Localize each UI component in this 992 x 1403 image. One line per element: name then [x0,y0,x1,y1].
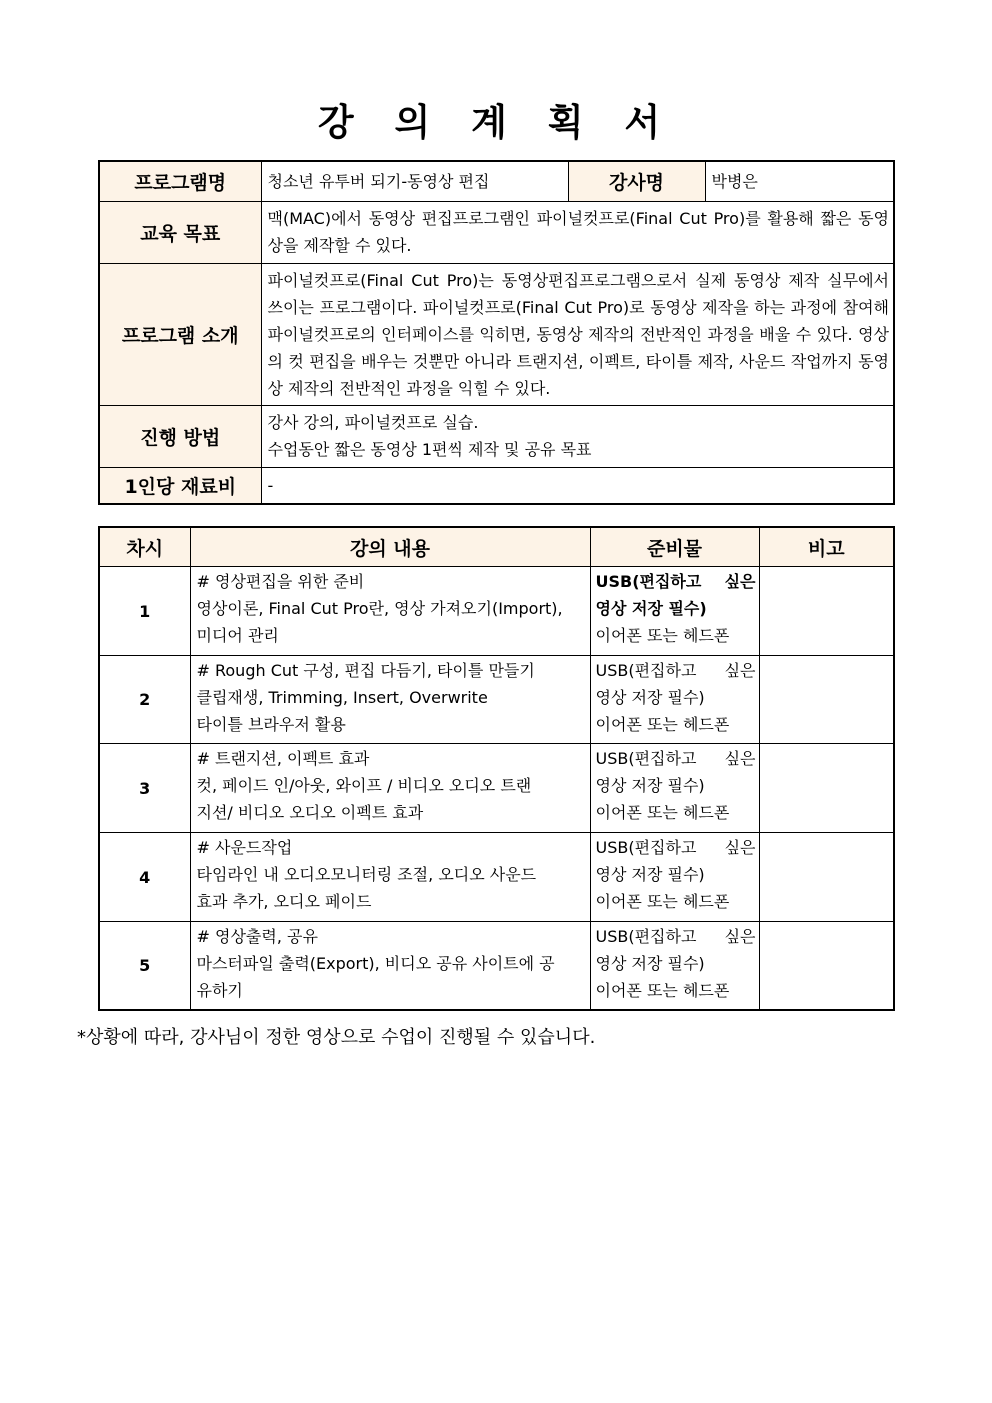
method-line: 강사 강의, 파이널컷프로 실습. [267,413,479,432]
materials-line: 이어폰 또는 헤드폰 [595,715,730,734]
header-content: 강의 내용 [190,527,590,567]
session-note [759,922,894,1010]
session-number: 4 [99,833,190,922]
content-line: 컷, 페이드 인/아웃, 와이프 / 비디오 오디오 트랜 [196,776,532,795]
content-line: 타임라인 내 오디오모니터링 조절, 오디오 사운드 [196,865,537,884]
instructor-value: 박병은 [705,161,894,201]
materials-line: 이어폰 또는 헤드폰 [595,892,730,911]
materials-line: USB(편집하고 [595,661,697,680]
materials-line: USB(편집하고 [595,749,697,768]
header-materials: 준비물 [590,527,759,567]
document-title: 강 의 계 획 서 [317,101,675,144]
session-note [759,656,894,744]
materials-line: 영상 저장 필수) [595,954,705,973]
header-session: 차시 [99,527,190,567]
materials-line: 싶은 [724,749,756,768]
method-label: 진행 방법 [99,405,261,467]
content-line: 타이틀 브라우저 활용 [196,715,346,734]
goal-value: 맥(MAC)에서 동영상 편집프로그램인 파이널컷프로(Final Cut Pro)를 활용해 짧은 동영상을 제작할 수 있다. [261,201,894,263]
content-line: # 영상편집을 위한 준비 [196,572,365,591]
program-info-table [98,160,895,505]
content-line: # 영상출력, 공유 [196,927,318,946]
intro-label: 프로그램 소개 [99,263,261,405]
materials-line: 영상 저장 필수) [595,688,705,707]
materials-line: 영상 저장 필수) [595,865,705,884]
instructor-label: 강사명 [568,161,705,201]
session-number: 3 [99,744,190,833]
content-line: 영상이론, Final Cut Pro란, 영상 가져오기(Import), [196,599,563,618]
materials-line: 이어폰 또는 헤드폰 [595,626,730,645]
content-line: 미디어 관리 [196,626,279,645]
table-row [99,833,894,922]
table-row [99,567,894,656]
session-note [759,744,894,833]
content-line: 지션/ 비디오 오디오 이펙트 효과 [196,803,424,822]
content-line: 클립재생, Trimming, Insert, Overwrite [196,688,488,707]
materials-line: USB(편집하고 [595,927,697,946]
materials-line: 영상 저장 필수) [595,599,707,618]
program-name-label: 프로그램명 [99,161,261,201]
session-materials [590,833,759,922]
session-materials [590,567,759,656]
materials-line: 영상 저장 필수) [595,776,705,795]
session-materials [590,922,759,1010]
content-line: # 트랜지션, 이펙트 효과 [196,749,370,768]
session-note [759,567,894,656]
session-number: 5 [99,922,190,1010]
method-line: 수업동안 짧은 동영상 1편씩 제작 및 공유 목표 [267,440,592,459]
materials-line: 싶은 [724,572,756,591]
table-row [99,656,894,744]
content-line: 마스터파일 출력(Export), 비디오 공유 사이트에 공 [196,954,555,973]
materials-line: 이어폰 또는 헤드폰 [595,981,730,1000]
materials-line: 싶은 [724,838,756,857]
table-row [99,744,894,833]
materials-line: USB(편집하고 [595,838,697,857]
footnote: *상황에 따라, 강사님이 정한 영상으로 수업이 진행될 수 있습니다. [77,1027,596,1048]
session-materials [590,656,759,744]
content-line: 유하기 [196,981,243,1000]
content-line: 효과 추가, 오디오 페이드 [196,892,372,911]
session-content [190,922,590,1010]
session-content [190,833,590,922]
materials-line: 싶은 [724,927,756,946]
materials-line: USB(편집하고 [595,572,702,591]
materials-line: 이어폰 또는 헤드폰 [595,803,730,822]
goal-label: 교육 목표 [99,201,261,263]
content-line: # 사운드작업 [196,838,293,857]
intro-value: 파이널컷프로(Final Cut Pro)는 동영상편집프로그램으로서 실제 동영상 제작 실무에서 쓰이는 프로그램이다. 파이널컷프로(Final Cut Pro)로 동영상 제작을 하는 과정에 참여해 파이널컷프로의 인터페이스를 익히면, 동영상 제작의 전반적인 과정을 배울 수 있다. 영상의 컷 편집을 배우는 것뿐만 아니라 트랜지션, 이펙트, 타이틀 제작, 사운드 작업까지 동영상 제작의 전반적인 과정을 익힐 수 있다. [261,263,894,405]
session-materials [590,744,759,833]
session-content [190,567,590,656]
content-line: # Rough Cut 구성, 편집 다듬기, 타이틀 만들기 [196,661,535,680]
cost-value: - [261,467,894,504]
program-name-value: 청소년 유투버 되기-동영상 편집 [261,161,568,201]
schedule-table [98,526,895,1011]
session-number: 2 [99,656,190,744]
cost-label: 1인당 재료비 [99,467,261,504]
table-row [99,922,894,1010]
session-note [759,833,894,922]
method-value [261,405,894,467]
session-content [190,656,590,744]
header-notes: 비고 [759,527,894,567]
session-content [190,744,590,833]
materials-line: 싶은 [724,661,756,680]
session-number: 1 [99,567,190,656]
